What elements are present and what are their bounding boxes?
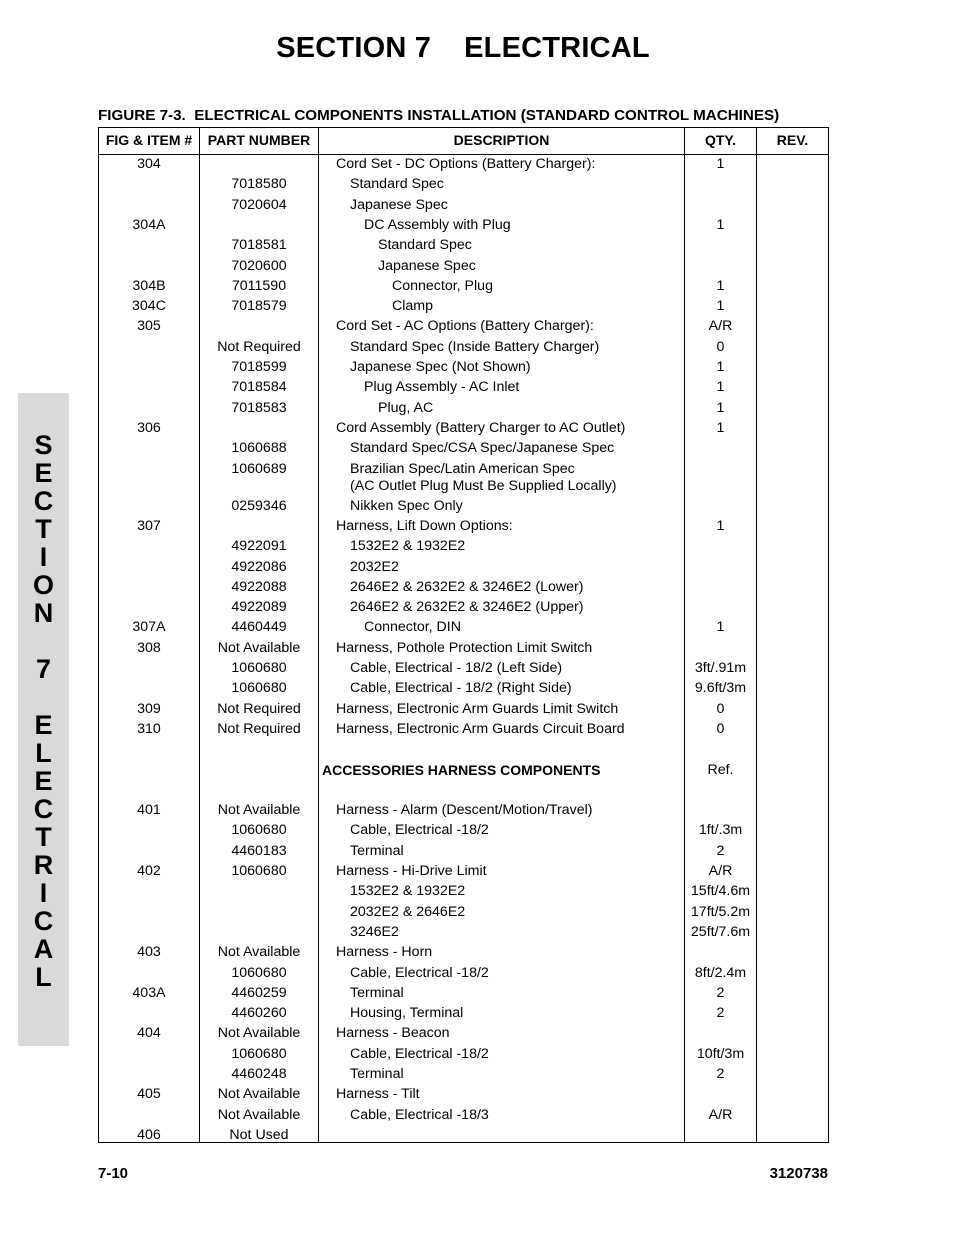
page-number: 7-10	[98, 1165, 129, 1182]
qty-cell: A/R	[708, 318, 733, 335]
side-tab-letter: C	[33, 486, 54, 516]
description-cell: Harness, Pothole Protection Limit Switch	[336, 639, 593, 656]
header-description: DESCRIPTION	[453, 132, 550, 148]
part-number-cell: 1060680	[231, 1045, 287, 1062]
description-cell: Standard Spec/CSA Spec/Japanese Spec	[350, 440, 615, 457]
figure-title: FIGURE 7-3. ELECTRICAL COMPONENTS INSTALLATION (STANDARD CONTROL MACHINES)	[98, 107, 780, 124]
side-tab-letter: 7	[35, 654, 52, 684]
description-cell: Harness - Beacon	[336, 1025, 450, 1042]
description-cell: Cord Assembly (Battery Charger to AC Outlet)	[336, 419, 626, 436]
description-cell: ACCESSORIES HARNESS COMPONENTS	[322, 761, 601, 778]
qty-cell: 8ft/2.4m	[694, 964, 747, 981]
header-rev: REV.	[776, 132, 809, 148]
description-cell: Harness - Alarm (Descent/Motion/Travel)	[336, 802, 593, 819]
side-tab-letter: L	[35, 962, 52, 992]
qty-cell: 1	[716, 216, 725, 233]
qty-cell: 1	[716, 298, 725, 315]
side-tab-letter: S	[34, 430, 53, 460]
part-number-cell: Not Available	[217, 1086, 301, 1103]
part-number-cell: 7020600	[231, 257, 287, 274]
description-cell: 2032E2	[350, 558, 399, 575]
part-number-cell: Not Available	[217, 802, 301, 819]
qty-cell: 25ft/7.6m	[690, 923, 751, 940]
side-tab-letter: O	[32, 570, 54, 600]
qty-cell: A/R	[708, 863, 733, 879]
description-cell: 2646E2 & 2632E2 & 3246E2 (Lower)	[350, 578, 584, 595]
part-number-cell: Not Required	[217, 720, 301, 737]
qty-cell: 3ft/.91m	[694, 660, 747, 676]
qty-cell: 2	[716, 1005, 725, 1022]
description-cell: Terminal	[350, 842, 404, 859]
part-number-cell: 4922091	[231, 538, 287, 555]
qty-cell: 0	[716, 720, 725, 737]
description-cell: Cable, Electrical -18/2	[350, 1045, 489, 1062]
qty-cell: 1	[716, 517, 725, 534]
part-number-cell: Not Required	[217, 338, 301, 355]
side-tab-letter: T	[35, 822, 52, 852]
qty-cell: 0	[716, 338, 725, 355]
part-number-cell: 7018599	[231, 359, 287, 375]
description-cell: Harness - Tilt	[336, 1086, 420, 1103]
part-number-cell: 4460259	[231, 984, 287, 1001]
description-cell: Standard Spec	[378, 237, 472, 254]
fig-item-cell: 304C	[132, 298, 166, 315]
description-cell: 2646E2 & 2632E2 & 3246E2 (Upper)	[350, 599, 584, 616]
part-number-cell: 4460449	[231, 619, 287, 636]
description-cell: Brazilian Spec/Latin American Spec (AC Outlet Plug Must Be Supplied Locally)	[350, 460, 617, 494]
header-qty: QTY.	[704, 132, 737, 148]
qty-cell: 1ft/.3m	[698, 822, 743, 839]
column-divider	[756, 128, 757, 1142]
part-number-cell: Not Available	[217, 639, 301, 656]
parts-table	[98, 127, 829, 1143]
qty-cell: 1	[716, 359, 725, 375]
part-number-cell: Not Available	[217, 1025, 301, 1042]
part-number-cell: 7011590	[231, 277, 287, 294]
fig-item-cell: 306	[137, 419, 161, 436]
side-tab-letter: L	[35, 738, 52, 768]
qty-cell: 17ft/5.2m	[690, 903, 751, 920]
qty-cell: 1	[716, 379, 725, 396]
part-number-cell: 1060689	[231, 460, 287, 477]
side-tab-letter: E	[34, 458, 53, 488]
description-cell: Clamp	[392, 298, 433, 315]
fig-item-cell: 310	[137, 720, 161, 737]
description-cell: Japanese Spec	[378, 257, 476, 274]
description-cell: Harness - Horn	[336, 944, 433, 961]
part-number-cell: 4460248	[231, 1066, 287, 1082]
description-cell: 1532E2 & 1932E2	[350, 883, 466, 900]
description-cell: Plug Assembly - AC Inlet	[364, 379, 520, 396]
description-cell: Cable, Electrical -18/3	[350, 1106, 489, 1123]
side-tab-letter: A	[33, 934, 54, 964]
qty-cell: 1	[716, 399, 725, 416]
fig-item-cell: 304B	[132, 277, 166, 294]
fig-item-cell: 404	[137, 1025, 161, 1042]
qty-cell: 2	[716, 984, 725, 1001]
part-number-cell: 1060680	[231, 680, 287, 697]
section-side-tab	[18, 393, 69, 1046]
part-number-cell: 7018584	[231, 379, 287, 396]
fig-item-cell: 406	[137, 1126, 161, 1143]
part-number-cell: 4460260	[231, 1005, 287, 1022]
fig-item-cell: 307A	[132, 619, 166, 636]
part-number-cell: 4922086	[231, 558, 287, 575]
qty-cell: 9.6ft/3m	[694, 680, 747, 697]
description-cell: 3246E2	[350, 923, 399, 940]
side-tab-letter: E	[34, 766, 53, 796]
description-cell: Cord Set - AC Options (Battery Charger):	[336, 318, 594, 335]
qty-cell: Ref.	[707, 761, 734, 778]
description-cell: Plug, AC	[378, 399, 434, 416]
qty-cell: 2	[716, 1066, 725, 1082]
description-cell: Standard Spec (Inside Battery Charger)	[350, 338, 600, 355]
qty-cell: 2	[716, 842, 725, 859]
header-fig-item: FIG & ITEM #	[105, 132, 193, 148]
side-tab-letter: I	[39, 878, 48, 908]
description-cell: Cable, Electrical - 18/2 (Left Side)	[350, 660, 563, 676]
part-number-cell: 7018583	[231, 399, 287, 416]
fig-item-cell: 309	[137, 700, 161, 717]
description-cell: Housing, Terminal	[350, 1005, 464, 1022]
side-tab-letter: T	[35, 514, 52, 544]
description-cell: Nikken Spec Only	[350, 497, 463, 514]
description-cell: DC Assembly with Plug	[364, 216, 511, 233]
side-tab-letter: R	[33, 850, 54, 880]
fig-item-cell: 403A	[132, 984, 166, 1001]
description-cell: Harness - Hi-Drive Limit	[336, 863, 487, 879]
part-number-cell: 7018579	[231, 298, 287, 315]
description-cell: Japanese Spec	[350, 196, 448, 213]
description-cell: Harness, Lift Down Options:	[336, 517, 513, 534]
document-number: 3120738	[769, 1165, 828, 1182]
part-number-cell: 1060680	[231, 660, 287, 676]
part-number-cell: 4922089	[231, 599, 287, 616]
description-cell: 1532E2 & 1932E2	[350, 538, 466, 555]
fig-item-cell: 307	[137, 517, 161, 534]
side-tab-letter: E	[34, 710, 53, 740]
part-number-cell: Not Available	[217, 1106, 301, 1123]
description-cell: 2032E2 & 2646E2	[350, 903, 466, 920]
description-cell: Connector, Plug	[392, 277, 493, 294]
qty-cell: 1	[716, 277, 725, 294]
description-cell: Cable, Electrical -18/2	[350, 822, 489, 839]
fig-item-cell: 403	[137, 944, 161, 961]
part-number-cell: 4922088	[231, 578, 287, 595]
column-divider	[318, 128, 319, 1142]
fig-item-cell: 402	[137, 863, 161, 879]
part-number-cell: 7018581	[231, 237, 287, 254]
part-number-cell: 1060680	[231, 964, 287, 981]
part-number-cell: 7020604	[231, 196, 287, 213]
section-title: SECTION 7 ELECTRICAL	[276, 32, 650, 64]
description-cell: Cable, Electrical - 18/2 (Right Side)	[350, 680, 572, 697]
qty-cell: 1	[716, 419, 725, 436]
qty-cell: 0	[716, 700, 725, 717]
side-tab-letter: C	[33, 906, 54, 936]
fig-item-cell: 405	[137, 1086, 161, 1103]
description-cell: Terminal	[350, 1066, 404, 1082]
part-number-cell: 0259346	[231, 497, 287, 514]
header-part-number: PART NUMBER	[207, 132, 311, 148]
part-number-cell: 4460183	[231, 842, 287, 859]
header-divider	[99, 154, 828, 155]
part-number-cell: Not Used	[229, 1126, 289, 1143]
part-number-cell: 1060680	[231, 822, 287, 839]
qty-cell: 1	[716, 619, 725, 636]
description-cell: Connector, DIN	[364, 619, 461, 636]
description-cell: Harness, Electronic Arm Guards Circuit Board	[336, 720, 625, 737]
part-number-cell: 7018580	[231, 176, 287, 193]
side-tab-letter: N	[33, 598, 54, 628]
qty-cell: 15ft/4.6m	[690, 883, 751, 900]
part-number-cell: Not Required	[217, 700, 301, 717]
fig-item-cell: 401	[137, 802, 161, 819]
qty-cell: A/R	[708, 1106, 733, 1123]
fig-item-cell: 308	[137, 639, 161, 656]
fig-item-cell: 305	[137, 318, 161, 335]
fig-item-cell: 304A	[132, 216, 166, 233]
part-number-cell: Not Available	[217, 944, 301, 961]
description-cell: Standard Spec	[350, 176, 444, 193]
qty-cell: 10ft/3m	[696, 1045, 745, 1062]
part-number-cell: 1060688	[231, 440, 287, 457]
fig-item-cell: 304	[137, 156, 161, 172]
description-cell: Japanese Spec (Not Shown)	[350, 359, 531, 375]
description-cell: Harness, Electronic Arm Guards Limit Switch	[336, 700, 619, 717]
description-cell: Cable, Electrical -18/2	[350, 964, 489, 981]
side-tab-letter: C	[33, 794, 54, 824]
side-tab-letter: I	[39, 542, 48, 572]
description-cell: Terminal	[350, 984, 404, 1001]
part-number-cell: 1060680	[231, 863, 287, 879]
qty-cell: 1	[716, 156, 725, 172]
description-cell: Cord Set - DC Options (Battery Charger):	[336, 156, 596, 172]
